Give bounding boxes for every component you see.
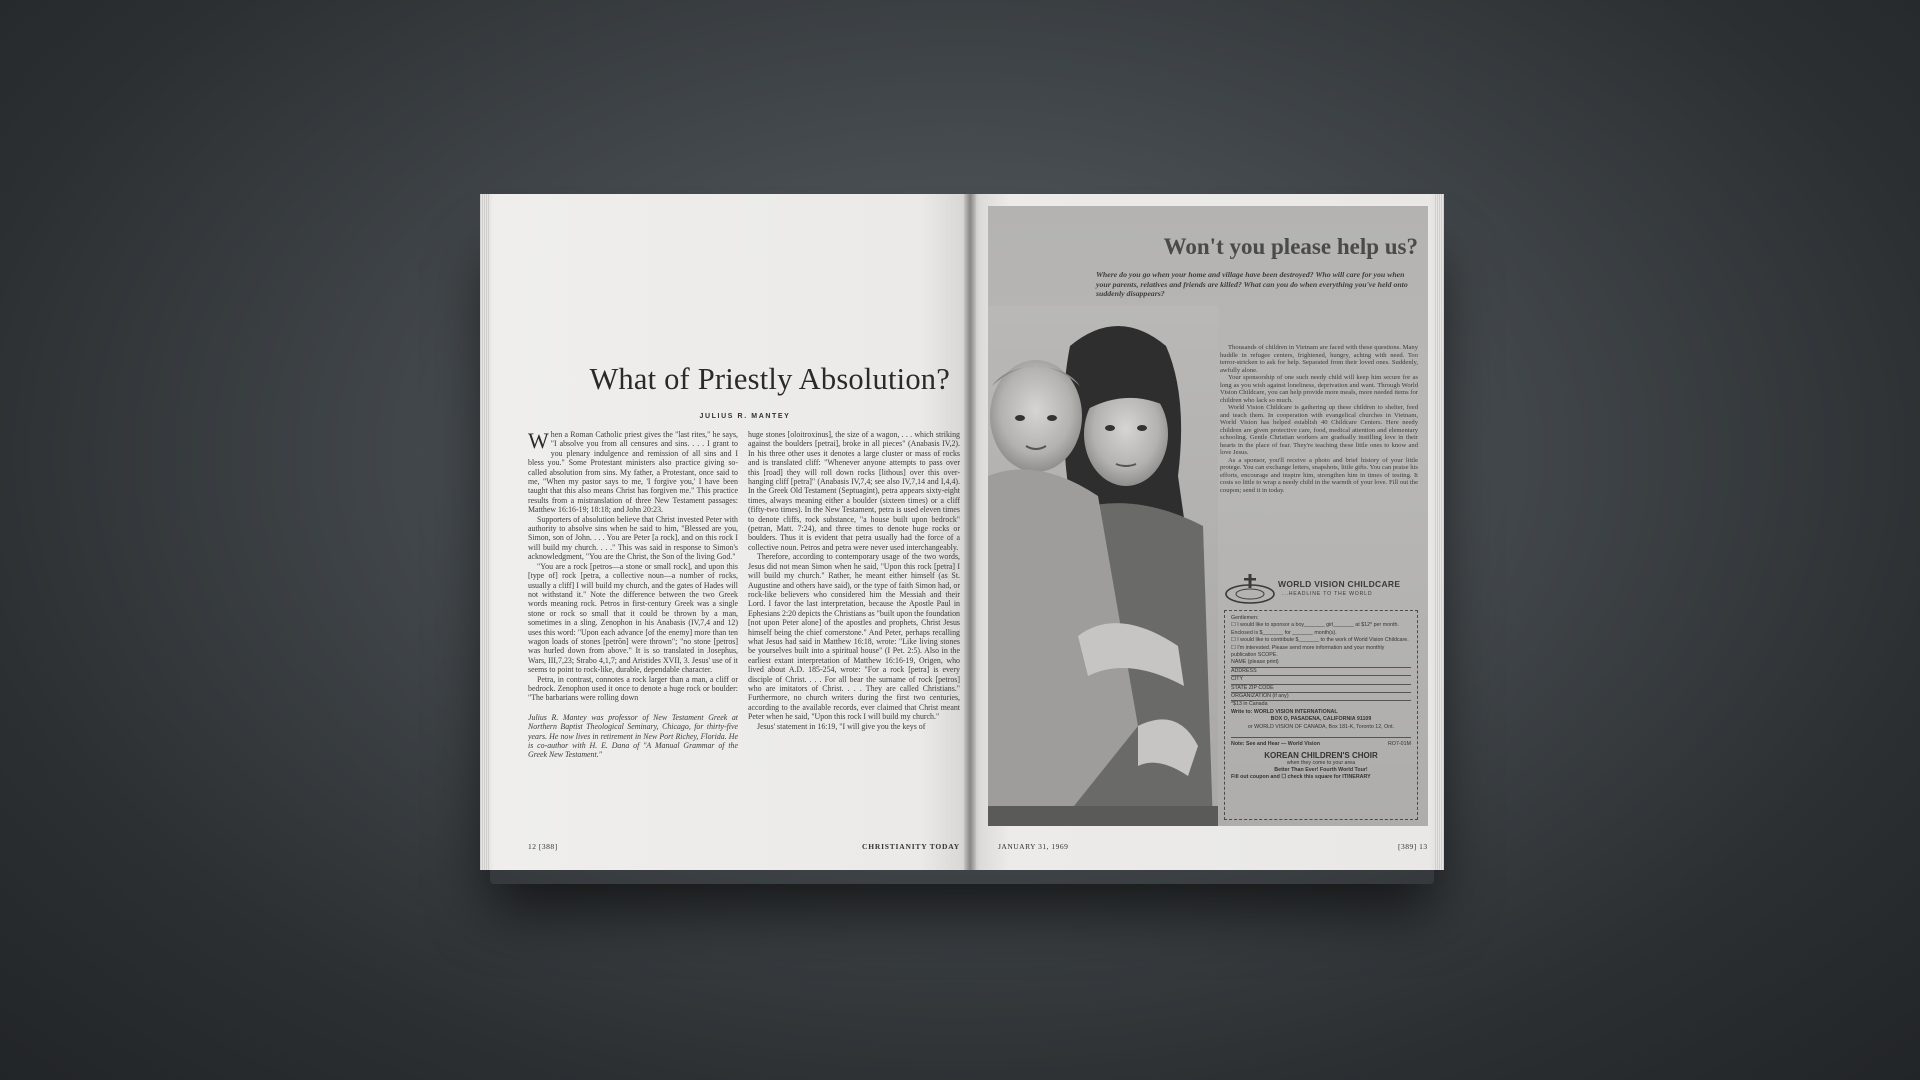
coupon-field-name: NAME (please print)	[1231, 659, 1411, 667]
page-number-right: [389] 13	[1398, 842, 1428, 851]
ad-paragraph: Your sponsorship of one such needy child will keep him secure for as long as you wish against loneliness, deprivation and want. Through World Vision Childcare, you can help provide more meals, more needed items for children who lack so much.	[1220, 374, 1418, 404]
coupon-address-1: BOX O, PASADENA, CALIFORNIA 91109	[1270, 716, 1372, 723]
tour-line: Better Than Ever! Fourth World Tour!	[1274, 766, 1368, 773]
ad-paragraph: Thousands of children in Vietnam are faced with these questions. Many huddle in refugee centers, frightened, hungry, aching with need. Too terror-stricken to ask for help. Separated from their loved ones. Suddenly, awfully alone.	[1220, 344, 1418, 374]
article-paragraph: Jesus' statement in 16:19, "I will give you the keys of	[757, 721, 926, 731]
itinerary-line: Fill out coupon and ☐ check this square for ITINERARY	[1231, 774, 1371, 781]
ad-body-text	[1220, 344, 1418, 564]
article-author: JULIUS R. MANTEY	[699, 413, 791, 420]
ad-paragraph: As a sponsor, you'll receive a photo and brief history of your little protege. You can exchange letters, snapshots, little gifts. You can praise his efforts, encourage and inspire him, strengthen him in times of testing. It costs so little to wrap a needy child in the warmth of your love. Fill out the coupon; send it in today.	[1220, 456, 1418, 494]
ad-headline: Won't you please help us?	[1163, 234, 1418, 259]
article-column-2	[748, 430, 960, 830]
left-page	[480, 194, 970, 870]
issue-date: JANUARY 31, 1969	[998, 842, 1069, 851]
ad-subhead: Where do you go when your home and village have been destroyed? Who will care for you when your parents, relatives and friends are killed? What can you do when everything you've held onto suddenly disappears?	[1096, 270, 1408, 299]
logo-text: WORLD VISION CHILDCARE	[1278, 579, 1401, 589]
coupon-address-2: or WORLD VISION OF CANADA, Box 181-K, Toronto 12, Ont.	[1247, 723, 1395, 730]
ad-paragraph: World Vision Childcare is gathering up these children to shelter, feed and teach them. In cooperation with evangelical churches in Vietnam, World Vision has helped establish 40 Childcare Centers. Here needy children are given protective care, food, medical attention and elementary schooling. Gentle Christian workers are gradually instilling love in their hearts in the place of fear. They're teaching these little ones to know and love Jesus.	[1220, 404, 1418, 456]
coupon-field-state-zip: STATE ZIP CODE	[1231, 685, 1411, 693]
magazine-spread	[480, 194, 1444, 870]
article-column-1	[528, 430, 738, 830]
choir-subtitle: when they come to your area	[1286, 759, 1356, 766]
spine-gutter	[964, 194, 976, 870]
world-vision-logo	[1222, 572, 1418, 606]
globe-cross-icon	[1222, 572, 1278, 606]
article-paragraph: "You are a rock [petros—a stone or small rock], and upon this [type of] rock [petra, a collective noun—a number of rocks, usually a cliff] I will build my church, and the gates of Hades will not withstand it." Note the difference between the two Greek words meaning rock. Petros in first-century Greek was a single stone or rock so small that it could be thrown by a man, sometimes in a sling. Zenophon in his Anabasis (IV,7,4 and 12) uses this word: "Upon each advance [of the enemy] more than ten wagon loads of stones [petrōn] were thrown"; "no stone [petros] was hurled down from above." It is so translated in Josephus, Wars, III,7,23; Strabo 4,1,7; and Aristides XVII, 3. Jesus' use of it seems to point to rock-like, durable, dependable character.	[528, 561, 738, 675]
coupon-option-sponsor: ☐ I would like to sponsor a boy_______ girl_______ at $12* per month. Enclosed is $_______ for _______ month(s).	[1231, 622, 1399, 636]
page-number-left: 12 [388]	[528, 842, 558, 851]
drop-cap: W	[528, 430, 549, 453]
coupon-salutation: Gentlemen:	[1231, 615, 1259, 621]
right-page	[970, 194, 1444, 870]
article-title: What of Priestly Absolution?	[589, 362, 950, 396]
magazine-name: CHRISTIANITY TODAY	[862, 842, 960, 851]
coupon-write-to: Write to: WORLD VISION INTERNATIONAL	[1231, 708, 1338, 715]
article-paragraph: Therefore, according to contemporary usage of the two words, Jesus did not mean Simon when he said, "Upon this rock [petra] I will build my church." Rather, he meant either himself (as St. Augustine and others have said), or the type of faith Simon had, or rock-like believers who considered him the Messiah and their Lord. I favor the last interpretation, because the Apostle Paul in Ephesians 2:20 depicts the Christians as "built upon the foundation [not upon Peter alone] of the apostles and prophets, Christ Jesus himself being the chief cornerstone." And Peter, perhaps recalling what Jesus had said in Matthew 16:18, wrote: "Like living stones be yourselves built into a spiritual house" (I Pet. 2:5). Also in the earliest extant interpretation of Matthew 16:16-19, Origen, who lived about A.D. 185-254, wrote: "For a rock [petra] is every disciple of Christ. . . . For all bear the surname of rock [petros] who are imitators of Christ. . . . They are called Christians." Furthermore, no church writers during the first two centuries, according to the available records, ever claimed that Christ meant Peter when he said, "Upon this rock I will build my church."	[748, 552, 960, 722]
author-bio: Julius R. Mantey was professor of New Testament Greek at Northern Baptist Theological Seminary, Chicago, for thirty-five years. He now lives in retirement in New Port Richey, Florida. He is co-author with H. E. Dana of "A Manual Grammar of the Greek New Testament."	[528, 712, 738, 760]
logo-tagline: ...HEADLINE TO THE WORLD	[1282, 591, 1373, 597]
coupon-option-info: ☐ I'm interested. Please send more information and your monthly publication SCOPE.	[1231, 644, 1385, 659]
coupon-field-organization: ORGANIZATION (if any)	[1231, 693, 1411, 701]
world-vision-ad	[988, 206, 1428, 826]
sponsor-coupon	[1224, 610, 1418, 820]
page-edge-right	[1434, 194, 1444, 870]
article-paragraph: Supporters of absolution believe that Christ invested Peter with authority to absolve sins when he said to him, "Blessed are you, Simon, son of John. . . . You are Peter [a rock], and on this rock I will build my church. . . ." This was said in response to Simon's acknowledgment, "You are the Christ, the Son of the living God."	[528, 514, 738, 562]
coupon-canada-note: *$13 in Canada	[1231, 701, 1268, 708]
coupon-note-box	[1231, 737, 1411, 782]
article-paragraph: Petra, in contrast, connotes a rock larger than a man, a cliff or bedrock. Zenophon used it once to denote a huge rock or boulder: "The barbarians were rolling down	[528, 674, 738, 703]
coupon-field-city: CITY	[1231, 676, 1411, 684]
children-photo	[988, 306, 1218, 826]
coupon-note: Note: See and Hear — World Vision	[1231, 741, 1320, 748]
coupon-field-address: ADDRESS	[1231, 668, 1411, 676]
article-paragraph: huge stones [oloitroxinus], the size of a wagon, . . . which striking against the boulders [petrai], broke in all pieces" (Anabasis IV,2). In his three other uses it denotes a large cluster or mass of rocks and is translated cliff: "Whenever anyone attempts to pass over this [road] they will roll down rocks [lithous] over this over-hanging cliff [petra]" (Anabasis IV,7,4; see also IV,7,14 and I,4,4). In the Greek Old Testament (Septuagint), petra appears sixty-eight times, always meaning either a boulder (sixteen times) or a cliff (fifty-two times). In the New Testament, petra is used eleven times to denote cliffs, rock substance, "a house built upon bedrock" (petran, Matt. 7:24), and three times to denote huge rocks or boulders. Thus it is evident that petra usually had the force of a collective noun. Petros and petra were never used interchangeably.	[748, 430, 960, 552]
page-edge-left	[480, 194, 490, 870]
coupon-code: RO7-01M	[1388, 741, 1411, 748]
article-paragraph: When a Roman Catholic priest gives the "last rites," he says, "I absolve you from all censures and sins. . . . I grant to you plenary indulgence and remission of all sins and I bless you." Some Protestant ministers also practice giving so-called absolution from sins. My father, a Protestant, once said to me, "When my pastor says to me, 'I forgive you,' I have been taught that this also means Christ has forgiven me." This practice results from a mistranslation of three New Testament passages: Matthew 16:16-19; 18:18; and John 20:23.	[528, 430, 738, 515]
coupon-option-contribute: ☐ I would like to contribute $_______ to the work of World Vision Childcare.	[1231, 637, 1409, 644]
choir-title: KOREAN CHILDREN'S CHOIR	[1264, 750, 1378, 760]
